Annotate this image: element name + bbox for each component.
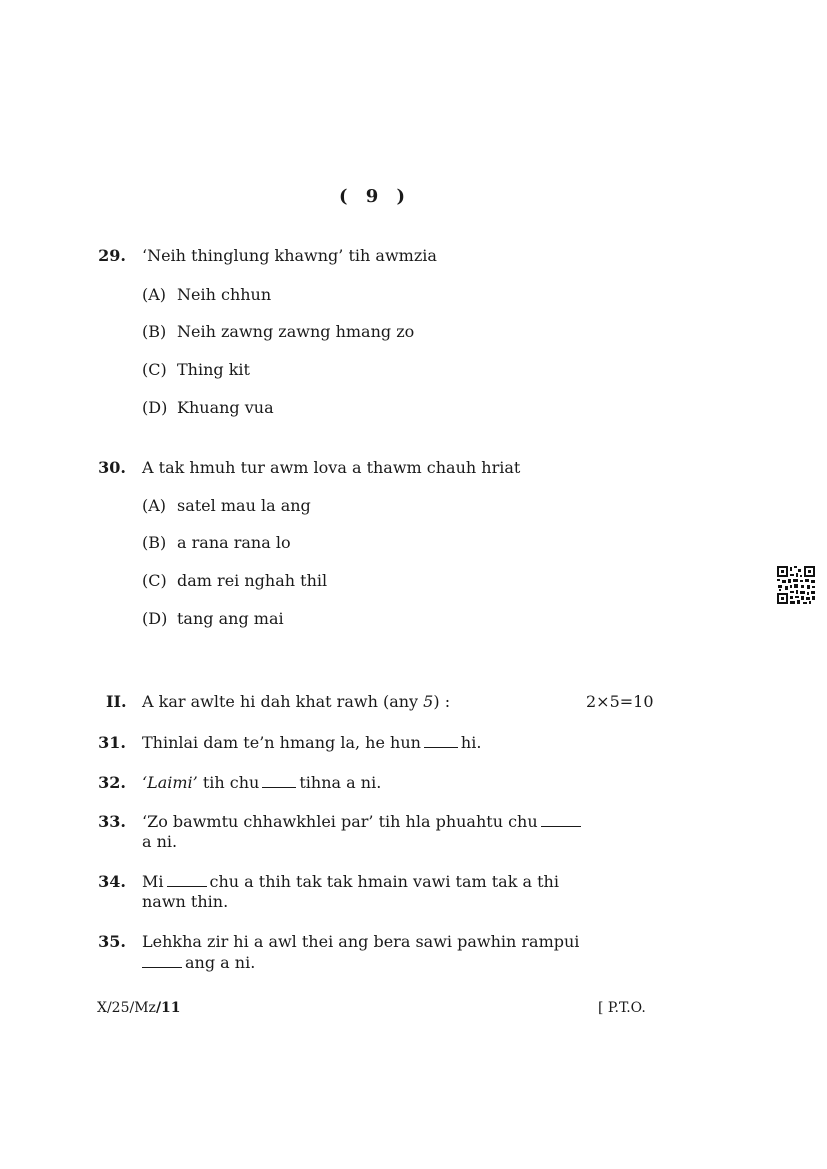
option-label: (A) <box>142 285 167 304</box>
question-text: Lehkha zir hi a awl thei ang bera sawi pawhin rampui <box>142 932 580 951</box>
blank-line <box>424 746 458 748</box>
question-text: ‘Zo bawmtu chhawkhlei par’ tih hla phuahtu chu <box>142 812 584 832</box>
section-label: II. <box>106 692 127 711</box>
option-text: Neih zawng zawng hmang zo <box>177 322 415 341</box>
blank-line <box>167 885 207 887</box>
option-text: Neih chhun <box>177 285 272 304</box>
question-number: 32. <box>98 773 126 792</box>
qr-code-icon <box>776 565 816 605</box>
paper-code: X/25/Mz/11 <box>97 1000 181 1016</box>
question-text: ‘Laimi’ tih chu tihna a ni. <box>142 773 382 792</box>
option-text: satel mau la ang <box>177 496 311 515</box>
option-text: dam rei nghah thil <box>177 571 328 590</box>
option-text: Thing kit <box>177 360 250 379</box>
option-label: (B) <box>142 322 167 341</box>
page-number: ( 9 ) <box>338 186 412 207</box>
option-label: (C) <box>142 360 167 379</box>
option-label: (B) <box>142 533 167 552</box>
question-number: 34. <box>98 872 126 891</box>
question-number: 31. <box>98 733 126 752</box>
question-text: A tak hmuh tur awm lova a thawm chauh hriat <box>142 458 521 477</box>
question-number: 33. <box>98 812 126 831</box>
option-text: tang ang mai <box>177 609 284 628</box>
section-marks: 2×5=10 <box>586 692 654 711</box>
option-label: (C) <box>142 571 167 590</box>
question-text: Thinlai dam te’n hmang la, he hun hi. <box>142 733 482 752</box>
blank-line <box>262 786 296 788</box>
question-text: Mi chu a thih tak tak hmain vawi tam tak a thi <box>142 872 559 891</box>
question-text-cont: nawn thin. <box>142 892 229 911</box>
question-number: 35. <box>98 932 126 951</box>
option-text: Khuang vua <box>177 398 274 417</box>
blank-line <box>142 966 182 968</box>
option-label: (D) <box>142 609 168 628</box>
section-instruction: A kar awlte hi dah khat rawh (any 5) : <box>142 692 451 711</box>
option-text: a rana rana lo <box>177 533 291 552</box>
option-label: (A) <box>142 496 167 515</box>
question-number: 29. <box>98 246 126 265</box>
question-number: 30. <box>98 458 126 477</box>
pto-label: [ P.T.O. <box>598 1000 646 1016</box>
option-label: (D) <box>142 398 168 417</box>
question-text: ‘Neih thinglung khawng’ tih awmzia <box>142 246 437 265</box>
question-text-cont: ang a ni. <box>142 953 255 973</box>
question-text-cont: a ni. <box>142 832 178 851</box>
blank-line <box>541 825 581 827</box>
